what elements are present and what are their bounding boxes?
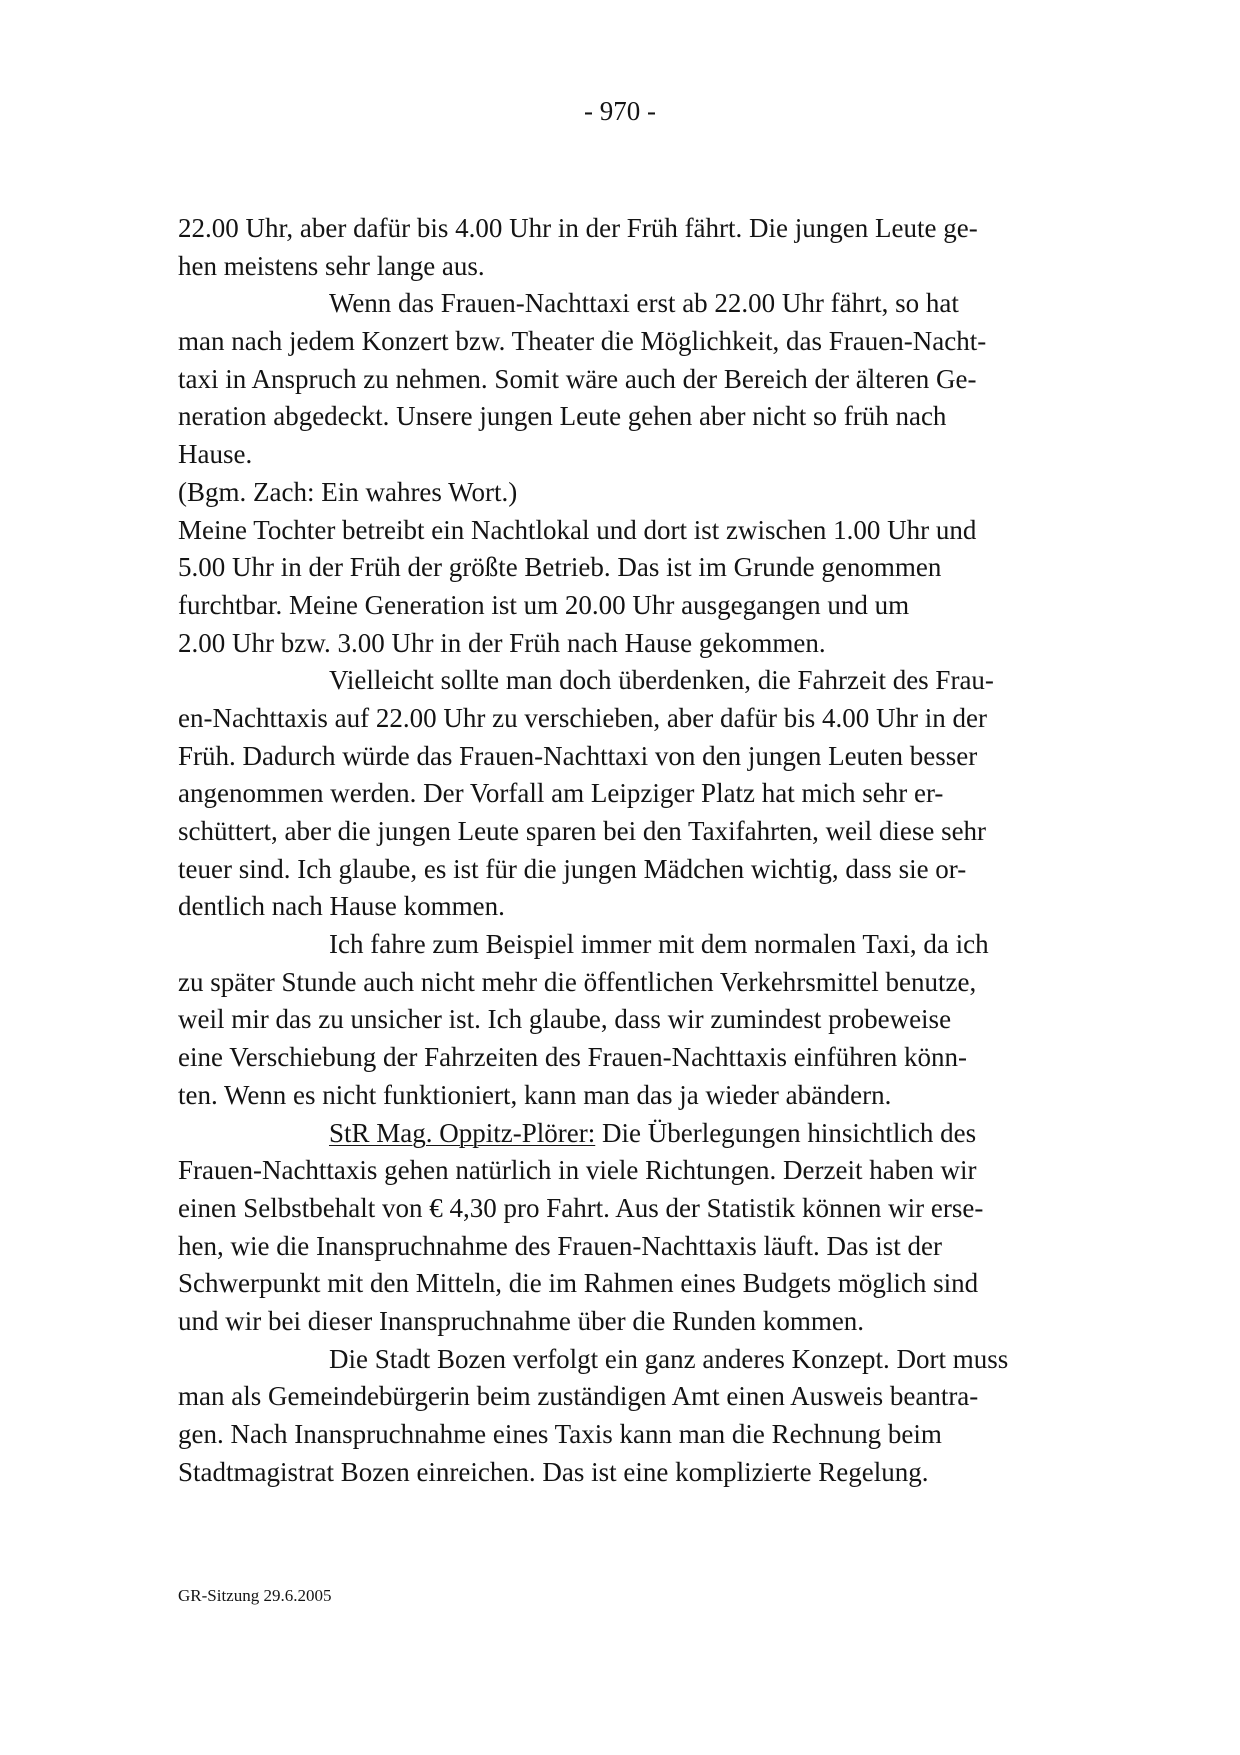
text-line: hen, wie die Inanspruchnahme des Frauen-Nachttaxis läuft. Das ist der [178,1230,943,1261]
text-line: dentlich nach Hause kommen. [178,891,505,922]
text-line: Vielleicht sollte man doch überdenken, die Fahrzeit des Frau- [329,665,994,696]
text-line: einen Selbstbehalt von € 4,30 pro Fahrt. Aus der Statistik können wir erse- [178,1192,984,1223]
text-line: Meine Tochter betreibt ein Nachtlokal und dort ist zwischen 1.00 Uhr und [178,514,977,545]
text-line: 5.00 Uhr in der Früh der größte Betrieb. Das ist im Grunde genommen [178,552,942,583]
speaker-label: StR Mag. Oppitz-Plörer: [329,1117,596,1148]
text-line: Schwerpunkt mit den Mitteln, die im Rahmen eines Budgets möglich sind [178,1268,979,1299]
text-line: Wenn das Frauen-Nachttaxi erst ab 22.00 Uhr fährt, so hat [329,288,959,319]
text-line: neration abgedeckt. Unsere jungen Leute gehen aber nicht so früh nach [178,401,947,432]
text-line: furchtbar. Meine Generation ist um 20.00 Uhr ausgegangen und um [178,589,910,620]
text-line: ten. Wenn es nicht funktioniert, kann man das ja wieder abändern. [178,1079,892,1110]
text-line: Frauen-Nachttaxis gehen natürlich in viele Richtungen. Derzeit haben wir [178,1155,977,1186]
text-line: hen meistens sehr lange aus. [178,250,485,281]
text-line: Früh. Dadurch würde das Frauen-Nachttaxi von den jungen Leuten besser [178,740,978,771]
footer-session-date: GR-Sitzung 29.6.2005 [178,1586,332,1605]
text-line: angenommen werden. Der Vorfall am Leipziger Platz hat mich sehr er- [178,778,944,809]
text-line: zu später Stunde auch nicht mehr die öffentlichen Verkehrsmittel benutze, [178,966,977,997]
page-number: - 970 - [584,96,656,126]
text-line: Hause. [178,439,253,470]
text-line: und wir bei dieser Inanspruchnahme über die Runden kommen. [178,1305,865,1336]
interjection: (Bgm. Zach: Ein wahres Wort.) [178,476,518,507]
text-line: weil mir das zu unsicher ist. Ich glaube, dass wir zumindest probeweise [178,1004,952,1035]
text-line: eine Verschiebung der Fahrzeiten des Frauen-Nachttaxis einführen könn- [178,1042,967,1073]
body-text [178,210,1078,1491]
text-line: taxi in Anspruch zu nehmen. Somit wäre auch der Bereich der älteren Ge- [178,363,977,394]
text-line: Stadtmagistrat Bozen einreichen. Das ist eine komplizierte Regelung. [178,1456,929,1487]
text-line: 22.00 Uhr, aber dafür bis 4.00 Uhr in der Früh fährt. Die jungen Leute ge- [178,213,978,243]
speaker-line-text: Die Überlegungen hinsichtlich des [601,1117,977,1148]
text-line: en-Nachttaxis auf 22.00 Uhr zu verschieben, aber dafür bis 4.00 Uhr in der [178,702,987,733]
text-line: Die Stadt Bozen verfolgt ein ganz anderes Konzept. Dort muss [329,1343,1009,1374]
speaker-line [178,1115,1078,1153]
text-line: 2.00 Uhr bzw. 3.00 Uhr in der Früh nach Hause gekommen. [178,627,826,658]
text-line: man nach jedem Konzert bzw. Theater die Möglichkeit, das Frauen-Nacht- [178,326,987,357]
text-line: schüttert, aber die jungen Leute sparen bei den Taxifahrten, weil diese sehr [178,816,987,846]
text-line: Ich fahre zum Beispiel immer mit dem normalen Taxi, da ich [329,929,989,960]
text-line: gen. Nach Inanspruchnahme eines Taxis kann man die Rechnung beim [178,1419,942,1449]
text-line: teuer sind. Ich glaube, es ist für die jungen Mädchen wichtig, dass sie or- [178,853,967,884]
text-line: man als Gemeindebürgerin beim zuständigen Amt einen Ausweis beantra- [178,1381,979,1412]
